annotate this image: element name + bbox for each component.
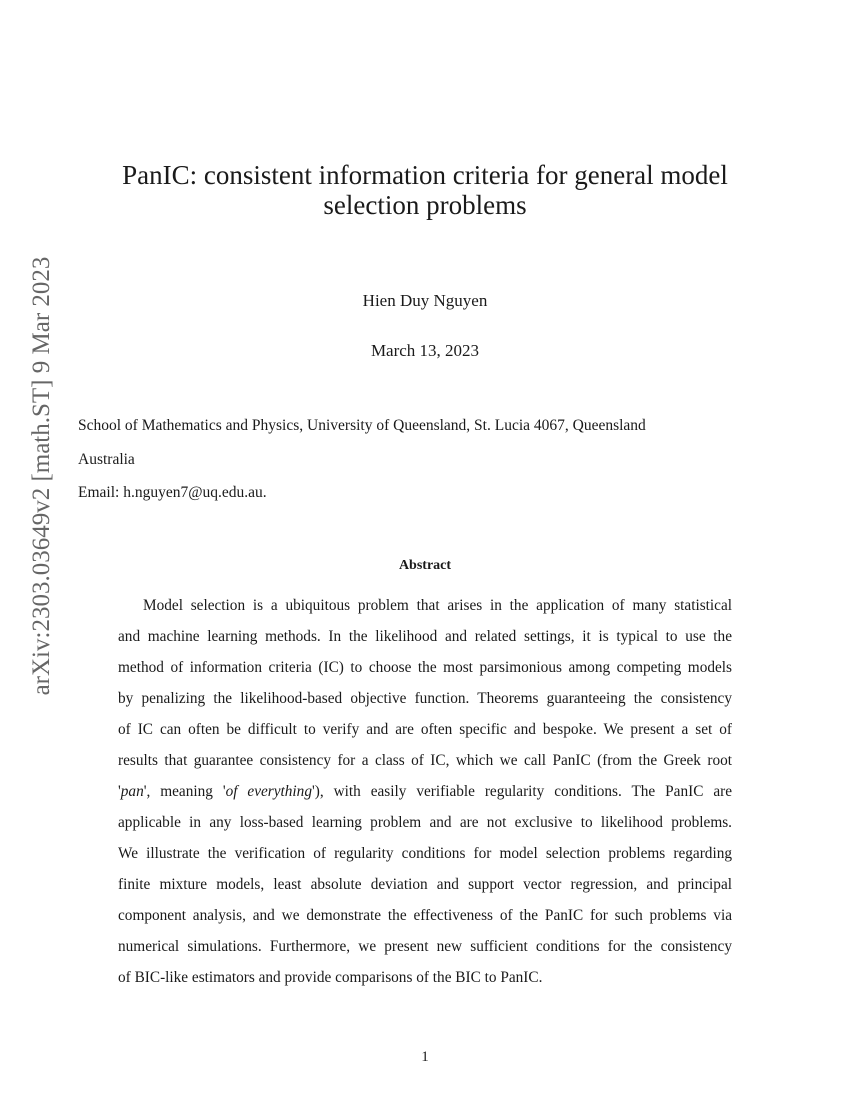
abstract-line: We illustrate the verification of regularity conditions for model selection problems regarding	[118, 845, 732, 862]
author: Hien Duy Nguyen	[362, 291, 488, 310]
italic-pan: pan	[120, 783, 144, 800]
text: ', meaning '	[143, 783, 226, 800]
arxiv-stamp: arXiv:2303.03649v2 [math.ST] 9 Mar 2023	[28, 256, 55, 696]
abstract-line: Model selection is a ubiquitous problem that arises in the application of many statistical	[143, 597, 732, 614]
affiliation-line: School of Mathematics and Physics, University of Queensland, St. Lucia 4067, Queensland	[78, 417, 646, 434]
affiliation-line: Australia	[78, 451, 135, 468]
date: March 13, 2023	[370, 341, 480, 360]
abstract-line: method of information criteria (IC) to choose the most parsimonious among competing models	[118, 659, 732, 676]
abstract-line: results that guarantee consistency for a class of IC, which we call PanIC (from the Greek root	[118, 752, 732, 769]
abstract-heading: Abstract	[398, 558, 452, 573]
abstract-line: by penalizing the likelihood-based objective function. Theorems guaranteeing the consistency	[118, 690, 732, 707]
page-number: 1	[421, 1049, 429, 1065]
paper-title-line-2: selection problems	[323, 190, 527, 220]
abstract-line: finite mixture models, least absolute deviation and support vector regression, and principal	[118, 876, 732, 893]
italic-of-everything: of everything	[225, 783, 312, 800]
abstract-line: numerical simulations. Furthermore, we present new sufficient conditions for the consistency	[118, 938, 732, 955]
abstract-line: of IC can often be difficult to verify and are often specific and bespoke. We present a set of	[118, 721, 732, 738]
text: '), with easily verifiable regularity conditions. The PanIC are	[311, 783, 732, 800]
abstract-line: and machine learning methods. In the likelihood and related settings, it is typical to use the	[118, 628, 732, 645]
paper-title-line-1: PanIC: consistent information criteria for general model	[122, 160, 728, 190]
abstract-line: of BIC-like estimators and provide comparisons of the BIC to PanIC.	[118, 969, 543, 986]
abstract-line	[118, 783, 732, 801]
quote: '	[118, 783, 121, 800]
email: Email: h.nguyen7@uq.edu.au.	[78, 484, 267, 501]
abstract-line: applicable in any loss-based learning problem and are not exclusive to likelihood problems.	[118, 814, 732, 831]
abstract-line: component analysis, and we demonstrate the effectiveness of the PanIC for such problems via	[118, 907, 732, 924]
